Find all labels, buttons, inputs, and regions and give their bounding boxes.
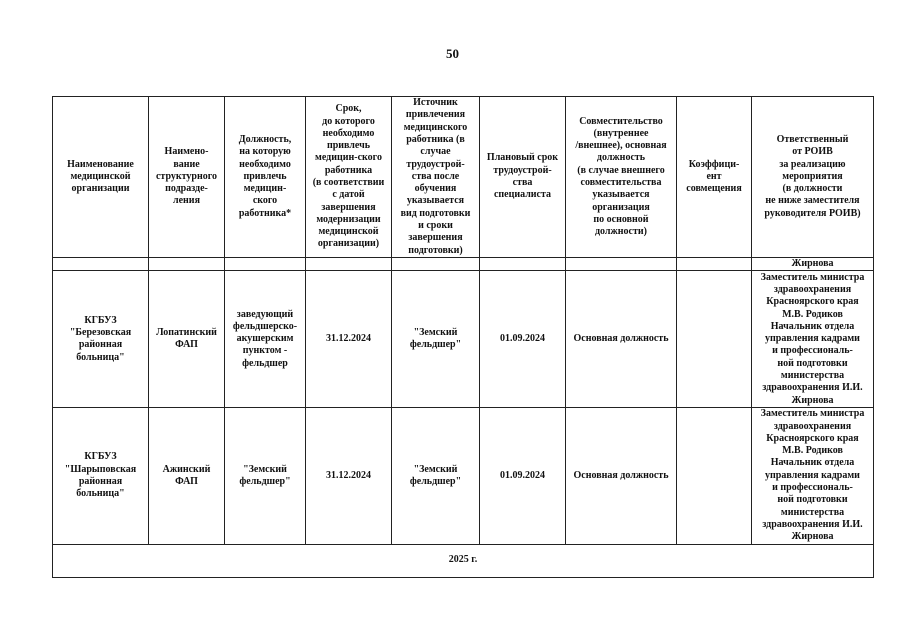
cell-source: "Земский фельдшер"	[392, 408, 480, 544]
cell-responsible: Заместитель министра здравоохранения Красноярского края М.В. Родиков Начальник отдела управления кадрами и профессиональ- ной подготовки министерства здравоохранения И.И. Жирнова	[752, 271, 874, 408]
header-planned-date: Плановый срок трудоустрой- ства специалиста	[480, 97, 566, 258]
cell-position: заведующий фельдшерско- акушерским пунктом - фельдшер	[225, 271, 306, 408]
staffing-table	[52, 96, 874, 578]
cell-coefficient	[677, 408, 752, 544]
header-organization: Наименование медицинской организации	[53, 97, 149, 258]
header-department: Наимено- вание структурного подразде- ления	[149, 97, 225, 258]
header-row	[53, 97, 874, 258]
header-source: Источник привлечения медицинского работника (в случае трудоустрой- ства после обучения указывается вид подготовки и сроки завершения подготовки)	[392, 97, 480, 258]
cell-deadline: 31.12.2024	[306, 408, 392, 544]
cell-source: "Земский фельдшер"	[392, 271, 480, 408]
table-row	[53, 408, 874, 544]
cell-planned-date: 01.09.2024	[480, 271, 566, 408]
cell-coefficient	[677, 271, 752, 408]
cell-responsible: Заместитель министра здравоохранения Красноярского края М.В. Родиков Начальник отдела управления кадрами и профессиональ- ной подготовки министерства здравоохранения И.И. Жирнова	[752, 408, 874, 544]
cell-planned-date: 01.09.2024	[480, 408, 566, 544]
year-row	[53, 544, 874, 577]
header-responsible: Ответственный от РОИВ за реализацию мероприятия (в должности не ниже заместителя руководителя РОИВ)	[752, 97, 874, 258]
table-row	[53, 271, 874, 408]
cell-combination: Основная должность	[566, 271, 677, 408]
header-combination: Совместительство (внутреннее /внешнее), основная должность (в случае внешнего совместительства указывается организация по основной должности)	[566, 97, 677, 258]
cell-position: "Земский фельдшер"	[225, 408, 306, 544]
page-number: 50	[446, 46, 459, 61]
cell-department: Ажинский ФАП	[149, 408, 225, 544]
year-label: 2025 г.	[53, 544, 874, 577]
cell-department: Лопатинский ФАП	[149, 271, 225, 408]
header-deadline: Срок, до которого необходимо привлечь медицин-ского работника (в соответствии с датой завершения модернизации медицинской организации)	[306, 97, 392, 258]
cell-organization: КГБУЗ "Шарыповская районная больница"	[53, 408, 149, 544]
header-coefficient: Коэффици- ент совмещения	[677, 97, 752, 258]
continuation-row	[53, 258, 874, 271]
header-position: Должность, на которую необходимо привлечь медицин- ского работника*	[225, 97, 306, 258]
cell-deadline: 31.12.2024	[306, 271, 392, 408]
cell-combination: Основная должность	[566, 408, 677, 544]
cell-organization: КГБУЗ "Березовская районная больница"	[53, 271, 149, 408]
continuation-cell: Жирнова	[752, 258, 874, 271]
